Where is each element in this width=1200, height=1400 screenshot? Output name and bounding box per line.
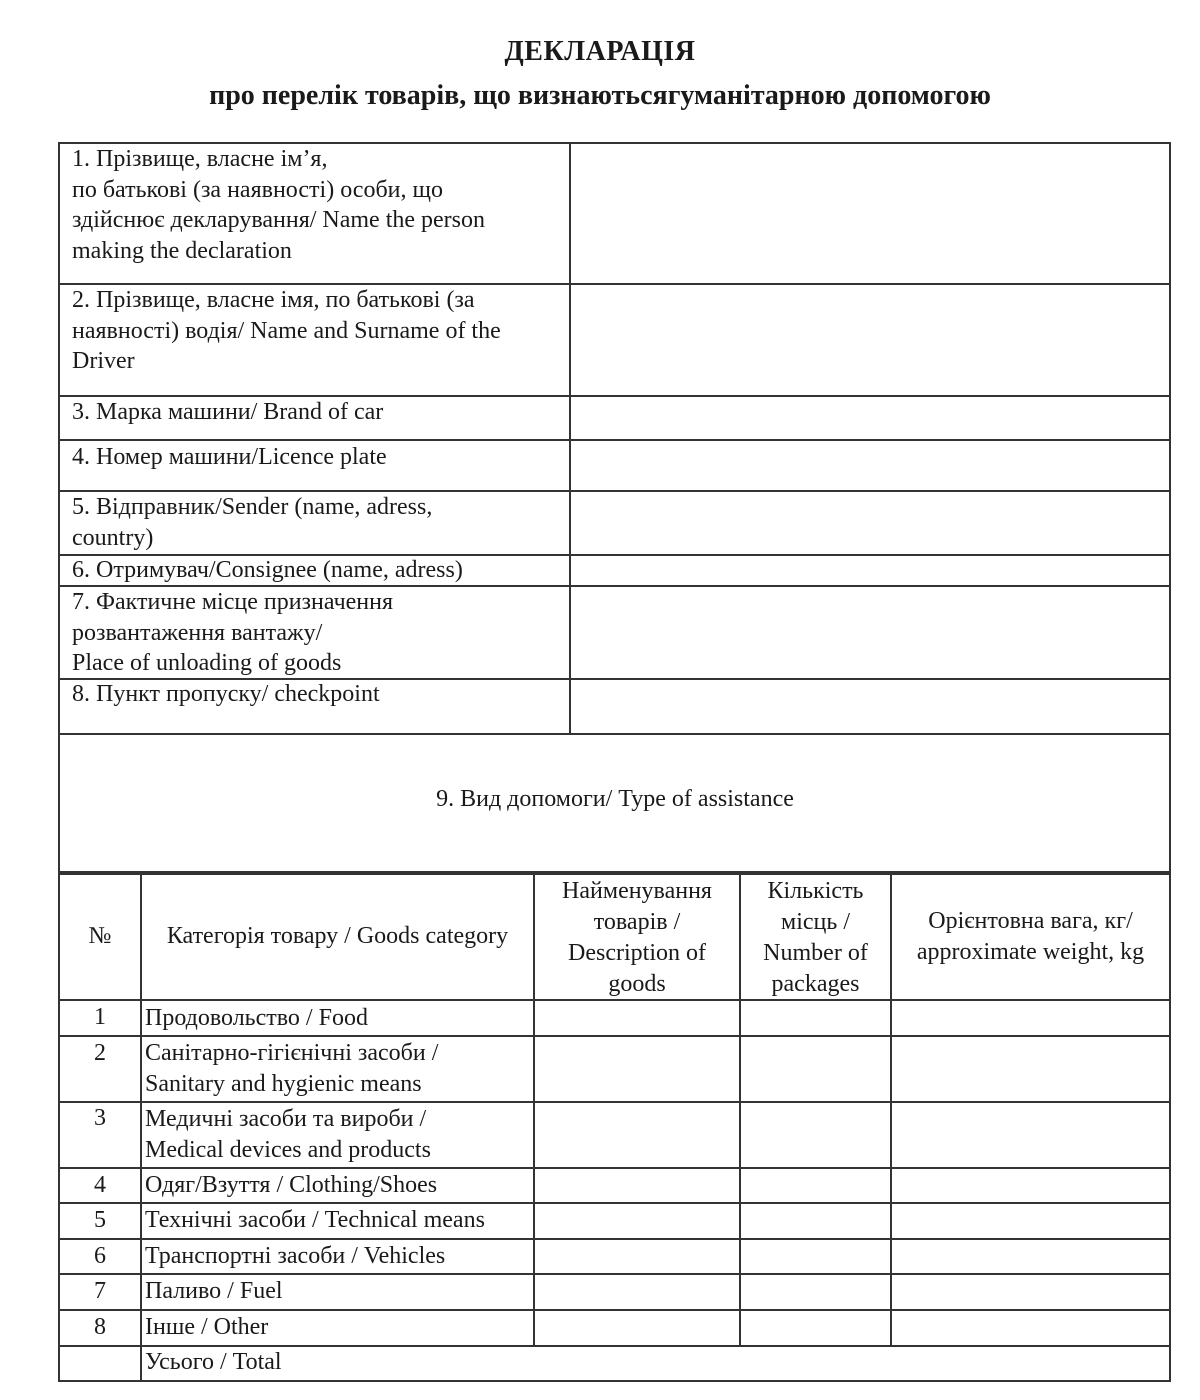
row-category: Технічні засоби / Technical means bbox=[145, 1207, 485, 1233]
field-value-consignee[interactable] bbox=[572, 557, 1168, 584]
row-number: 5 bbox=[94, 1207, 106, 1233]
field-value-unloading-place[interactable] bbox=[572, 588, 1168, 677]
row-number: 8 bbox=[94, 1314, 106, 1340]
field-label-consignee: 6. Отримувач/Consignee (name, adress) bbox=[72, 557, 463, 583]
field-value-checkpoint[interactable] bbox=[572, 681, 1168, 732]
row-number: 4 bbox=[94, 1172, 106, 1198]
row-category: Медичні засоби та вироби / Medical devices and products bbox=[145, 1106, 431, 1163]
row-category: Транспортні засоби / Vehicles bbox=[145, 1243, 446, 1269]
header-weight: Орієнтовна вага, кг/ approximate weight, kg bbox=[916, 908, 1145, 965]
document-title: ДЕКЛАРАЦІЯ bbox=[504, 36, 696, 67]
field-value-licence-plate[interactable] bbox=[572, 442, 1168, 489]
assistance-type-label: 9. Вид допомоги/ Type of assistance bbox=[436, 786, 794, 812]
field-label-checkpoint: 8. Пункт пропуску/ checkpoint bbox=[72, 681, 380, 707]
field-label-declarant-name: 1. Прізвище, власне ім’я, по батькові (за наявності) особи, що здійснює декларування/ Name the person making the declaration bbox=[72, 146, 486, 264]
row-category-total: Усього / Total bbox=[145, 1349, 282, 1375]
row-category: Санітарно-гігієнічні засоби / Sanitary and hygienic means bbox=[145, 1040, 439, 1097]
row-number: 6 bbox=[94, 1243, 106, 1269]
row-number: 2 bbox=[94, 1040, 106, 1066]
header-category: Категорія товару / Goods category bbox=[166, 923, 509, 949]
row-category: Інше / Other bbox=[145, 1314, 269, 1340]
field-label-driver-name: 2. Прізвище, власне імя, по батькові (за наявності) водія/ Name and Surname of the Driver bbox=[72, 287, 501, 374]
document-subtitle: про перелік товарів, що визнаютьсягуманітарною допомогою bbox=[209, 80, 991, 111]
row-category: Паливо / Fuel bbox=[145, 1278, 283, 1304]
header-description: Найменування товарів / Description of goods bbox=[562, 878, 712, 997]
header-number: № bbox=[88, 923, 112, 949]
header-packages: Кількість місць / Number of packages bbox=[763, 878, 868, 997]
row-number: 1 bbox=[94, 1004, 106, 1030]
field-value-sender[interactable] bbox=[572, 493, 1168, 553]
field-value-declarant-name[interactable] bbox=[572, 145, 1168, 282]
row-category: Продовольство / Food bbox=[145, 1005, 368, 1031]
row-number: 3 bbox=[94, 1105, 106, 1131]
field-value-driver-name[interactable] bbox=[572, 286, 1168, 394]
field-label-car-brand: 3. Марка машини/ Brand of car bbox=[72, 399, 384, 425]
field-label-sender: 5. Відправник/Sender (name, adress, country) bbox=[72, 494, 433, 551]
row-category: Одяг/Взуття / Clothing/Shoes bbox=[145, 1172, 438, 1198]
field-label-unloading-place: 7. Фактичне місце призначення розвантаження вантажу/ Place of unloading of goods bbox=[72, 589, 394, 676]
field-value-car-brand[interactable] bbox=[572, 398, 1168, 438]
field-label-licence-plate: 4. Номер машини/Licence plate bbox=[72, 444, 387, 470]
row-number: 7 bbox=[94, 1278, 106, 1304]
